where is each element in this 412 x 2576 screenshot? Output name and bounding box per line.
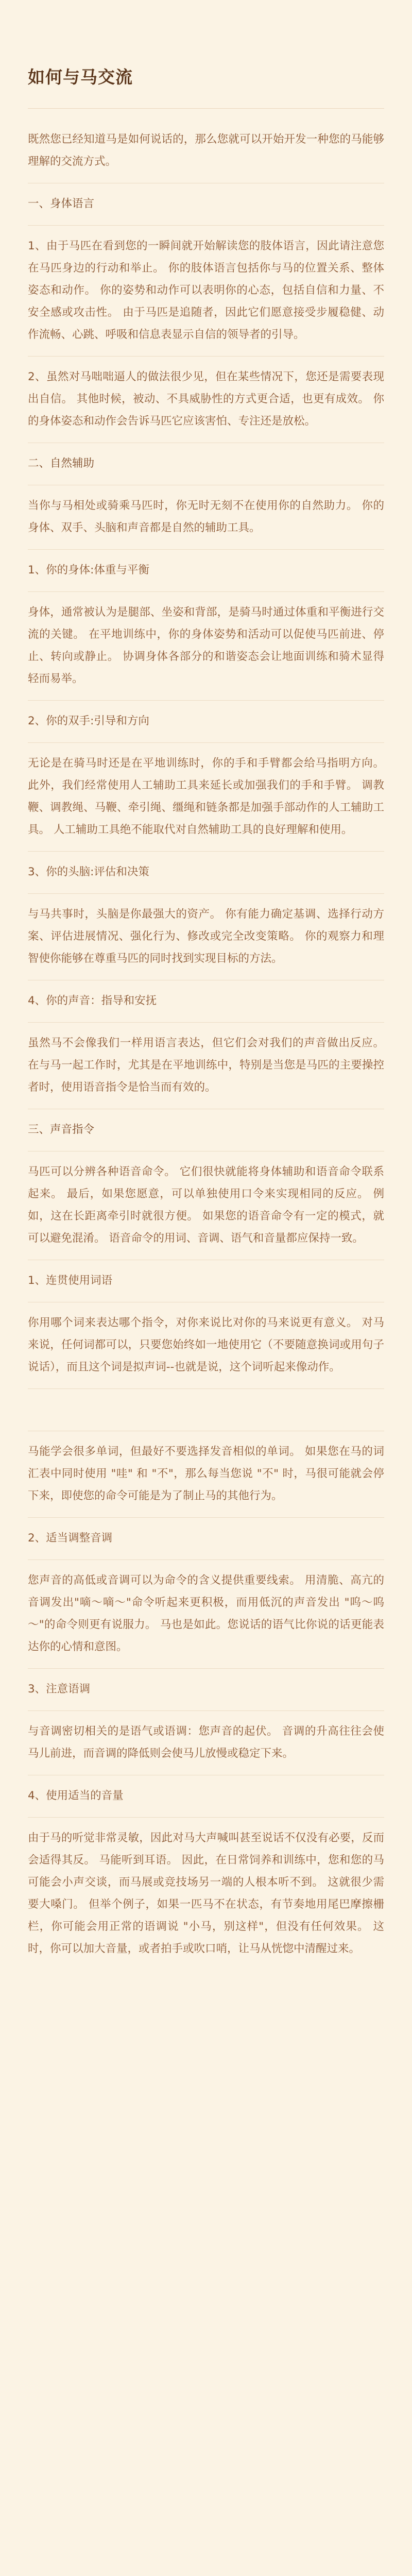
section-paragraph: 您声音的高低或音调可以为命令的含义提供重要线索。 用清脆、高亢的音调发出"嘀～嘀～"命令听起来更积极，而用低沉的声音发出 "呜～呜～"的命令则更有说服力。 马也是如此。您说话的语气比你说的话更能表达你的心情和意图。	[28, 1574, 384, 1653]
section-paragraph: 无论是在骑马时还是在平地训练时，你的手和手臂都会给马指明方向。 此外，我们经常使用人工辅助工具来延长或加强我们的手和手臂。 调教鞭、调教绳、马鞭、牵引绳、缰绳和链条都是加强手部动作的人工辅助工具。 人工辅助工具绝不能取代对自然辅助工具的良好理解和使用。	[28, 757, 384, 836]
section-paragraph: 3、你的头脑:评估和决策	[28, 866, 149, 878]
section-paragraph: 1、你的身体:体重与平衡	[28, 564, 149, 577]
section-heading: 二、自然辅助	[28, 457, 95, 470]
paragraph-divider	[28, 225, 384, 226]
intro-paragraph: 既然您已经知道马是如何说话的，那么您就可以开始开发一种您的马能够理解的交流方式。	[28, 133, 384, 168]
paragraph-divider	[28, 700, 384, 701]
page-title: 如何与马交流	[28, 67, 133, 87]
paragraph-divider	[28, 356, 384, 357]
note-body	[28, 183, 384, 1960]
section-paragraph: 马匹可以分辨各种语音命令。 它们很快就能将身体辅助和语音命令联系起来。 最后，如果您愿意，可以单独使用口令来实现相同的反应。 例如，这在长距离牵引时就很方便。 如果您的语音命令有一定的模式，就可以避免混淆。 语音命令的用词、音调、语气和音量都应保持一致。	[28, 1165, 384, 1245]
section-paragraph: 2、虽然对马咄咄逼人的做法很少见，但在某些情况下，您还是需要表现出自信。 其他时候，被动、不具威胁性的方式更合适，也更有成效。 你的身体姿态和动作会告诉马匹它应该害怕、专注还是放松。	[28, 370, 384, 428]
paragraph-divider	[28, 591, 384, 592]
section-paragraph: 1、连贯使用词语	[28, 1274, 113, 1287]
paragraph-divider	[28, 893, 384, 894]
section-paragraph: 当你与马相处或骑乘马匹时，你无时无刻不在使用你的自然助力。 你的身体、双手、头脑和声音都是自然的辅助工具。	[28, 499, 384, 534]
paragraph-divider	[28, 851, 384, 852]
section-paragraph: 与马共事时，头脑是你最强大的资产。 你有能力确定基调、选择行动方案、评估进展情况、强化行为、修改或完全改变策略。 你的观察力和理智使你能够在尊重马匹的同时找到实现目标的方法。	[28, 908, 384, 965]
section-paragraph: 2、适当调整音调	[28, 1532, 113, 1545]
section-paragraph: 你用哪个词来表达哪个指令，对你来说比对你的马来说更有意义。 对马来说，任何词都可以，只要您始终如一地使用它（不要随意换词或用句子说话），而且这个词是拟声词--也就是说，这个词听起来像动作。	[28, 1316, 384, 1374]
paragraph-divider	[28, 742, 384, 743]
paragraph-divider	[28, 1710, 384, 1711]
paragraph-divider	[28, 1388, 384, 1389]
paragraph-divider	[28, 1517, 384, 1518]
section-paragraph: 马能学会很多单词，但最好不要选择发音相似的单词。 如果您在马的词汇表中同时使用 "哇" 和 "不"，那么每当您说 "不" 时，马很可能就会停下来，即使您的命令可能是为了制止马的其他行为。	[28, 1445, 384, 1502]
section-paragraph: 身体，通常被认为是腿部、坐姿和背部，是骑马时通过体重和平衡进行交流的关键。 在平地训练中，你的身体姿势和活动可以促使马匹前进、停止、转向或静止。 协调身体各部分的和谐姿态会让地面训练和骑术显得轻而易举。	[28, 606, 384, 685]
section-paragraph: 虽然马不会像我们一样用语言表达，但它们会对我们的声音做出反应。 在与马一起工作时，尤其是在平地训练中，特别是当您是马匹的主要操控者时，使用语音指令是恰当而有效的。	[28, 1037, 384, 1094]
paragraph-divider	[28, 549, 384, 550]
section-paragraph: 4、你的声音：指导和安抚	[28, 994, 157, 1007]
section-heading: 三、声音指令	[28, 1123, 95, 1136]
paragraph-divider	[28, 1022, 384, 1023]
section-paragraph: 与音调密切相关的是语气或语调：您声音的起伏。 音调的升高往往会使马儿前进，而音调的降低则会使马儿放慢或稳定下来。	[28, 1725, 384, 1760]
section-paragraph	[28, 1398, 384, 1420]
section-paragraph: 1、由于马匹在看到您的一瞬间就开始解读您的肢体语言，因此请注意您在马匹身边的行动和举止。 你的肢体语言包括你与马的位置关系、整体姿态和动作。 你的姿势和动作可以表明你的心态，包括自信和力量、不安全感或攻击性。 由于马匹是追随者，因此它们愿意接受步履稳健、动作流畅、心跳、呼吸和信息表显示自信的领导者的引导。	[28, 240, 384, 341]
section-paragraph: 3、注意语调	[28, 1683, 91, 1696]
paragraph-divider	[28, 1668, 384, 1669]
section-paragraph: 2、你的双手:引导和方向	[28, 715, 149, 727]
section-heading: 一、身体语言	[28, 197, 95, 210]
section-paragraph: 4、使用适当的音量	[28, 1789, 124, 1802]
section-paragraph: 由于马的听觉非常灵敏，因此对马大声喊叫甚至说话不仅没有必要，反而会适得其反。 马能听到耳语。 因此，在日常饲养和训练中，您和您的马可能会小声交谈，而马展或竞技场另一端的人根本听不到。 这就很少需要大嗓门。 但举个例子，如果一匹马不在状态，有节奏地用尾巴摩擦栅栏，你可能会用正常的语调说 "小马，别这样"，但没有任何效果。 这时，你可以加大音量，或者拍手或吹口哨，让马从恍惚中清醒过来。	[28, 1832, 384, 1955]
paragraph-divider	[28, 1817, 384, 1818]
